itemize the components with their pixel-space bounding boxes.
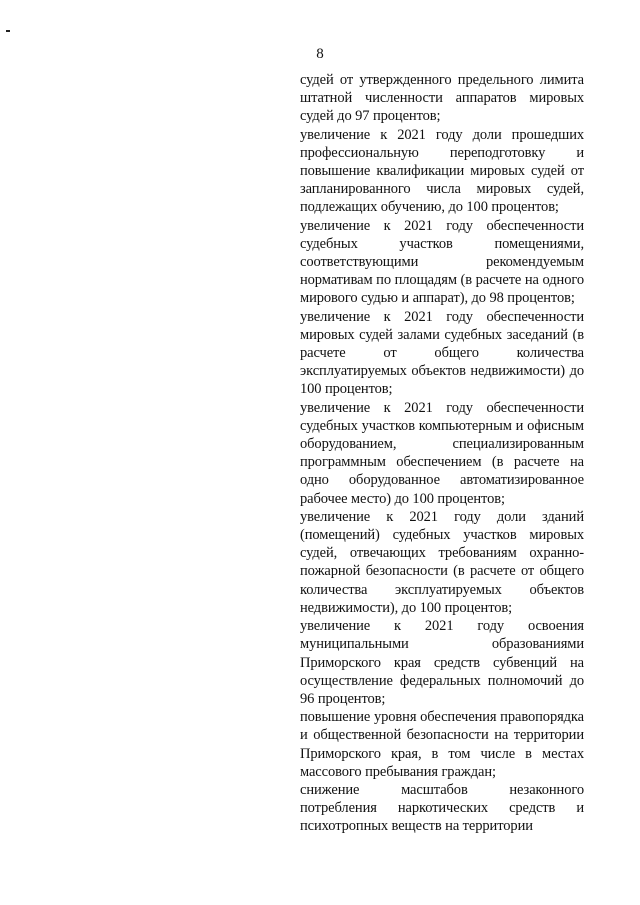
body-text-column [300,71,584,836]
paragraph-retraining: увеличение к 2021 году доли прошедших профессиональную переподготовку и повышение квалификации мировых судей от запланированного числа мировых судей, подлежащих обучению, до 100 процентов; [300,126,584,216]
paragraph-staff-limit: судей от утвержденного предельного лимита штатной численности аппаратов мировых судей до 97 процентов; [300,72,584,125]
paragraph-courtrooms: увеличение к 2021 году обеспеченности мировых судей залами судебных заседаний (в расчете от общего количества эксплуатируемых объектов недвижимости) до 100 процентов; [300,308,584,398]
paragraph-public-order: повышение уровня обеспечения правопорядка и общественной безопасности на территории Приморского края, в том числе в местах массового пребывания граждан; [300,709,584,780]
paragraph-equipment: увеличение к 2021 году обеспеченности судебных участков компьютерным и офисным оборудованием, специализированным программным обеспечением (в расчете на одно оборудованное автоматизированное рабочее место) до 100 процентов; [300,399,584,507]
corner-mark [6,30,10,32]
paragraph-fire-safety: увеличение к 2021 году доли зданий (помещений) судебных участков мировых судей, отвечающих требованиям охранно-пожарной безопасности (в расчете от общего количества эксплуатируемых объектов недвижимости), до 100 процентов; [300,508,584,616]
page-number: 8 [316,46,324,62]
paragraph-drug-reduction: снижение масштабов незаконного потребления наркотических средств и психотропных веществ на территории [300,781,584,835]
paragraph-subventions: увеличение к 2021 году освоения муниципальными образованиями Приморского края средств субвенций на осуществление федеральных полномочий до 96 процентов; [300,618,584,707]
paragraph-premises: увеличение к 2021 году обеспеченности судебных участков помещениями, соответствующими рекомендуемым нормативам по площадям (в расчете на одного мирового судью и аппарат), до 98 процентов; [300,217,584,307]
